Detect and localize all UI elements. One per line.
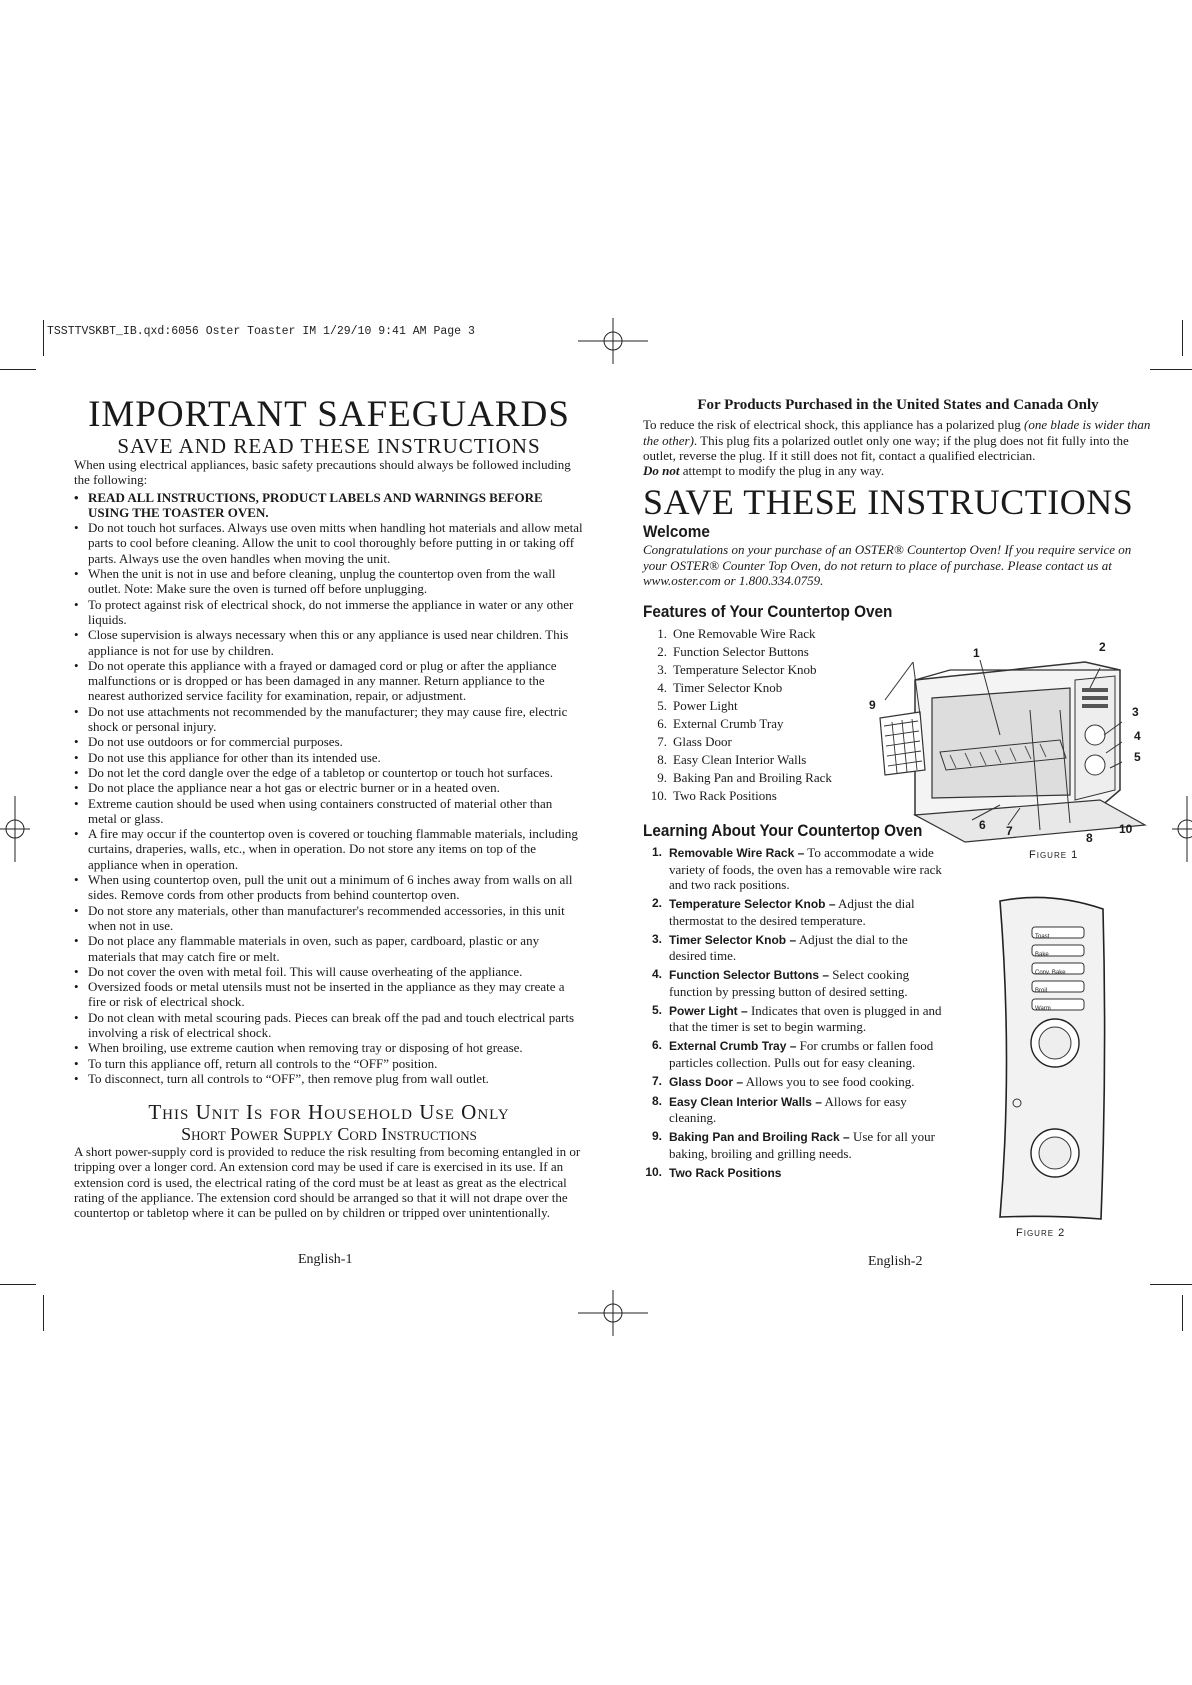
list-item: • Do not place any flammable materials in oven, such as paper, cardboard, plastic or any materials that may catch fire or melt.	[74, 933, 584, 964]
callout-label: 4	[1134, 729, 1141, 743]
cord-text: A short power-supply cord is provided to reduce the risk resulting from becoming entangled in or tripping over a longer cord. An extension cord may be used if care is exercised in its use. If an extension cord is used, the electrical rating of the cord must be at least as great as the electrical rating of the appliance. The extension cord should be arranged so that it will not drape over the countertop or tabletop where it can be pulled on by children or tripped over unintentionally.	[74, 1144, 581, 1221]
panel-button-label: Warm	[1035, 1006, 1051, 1012]
page-number-left: English-1	[298, 1252, 353, 1267]
features-heading: Features of Your Countertop Oven	[643, 602, 893, 622]
polarized-plug-text	[643, 417, 1153, 478]
callout-label: 1	[973, 646, 980, 660]
intro-text: When using electrical appliances, basic safety precautions should always be followed including the following:	[74, 457, 571, 488]
oven-illustration	[870, 640, 1150, 845]
callout-label: 9	[869, 698, 876, 712]
page-number-right: English-2	[868, 1254, 923, 1269]
panel-button-label: Conv. Bake	[1035, 970, 1066, 976]
safeguards-list	[74, 490, 584, 1087]
features-list	[643, 625, 853, 805]
list-item: • To protect against risk of electrical shock, do not immerse the appliance in water or any other liquids.	[74, 597, 584, 628]
list-item: 5. Power Light	[657, 698, 738, 714]
list-item: • When broiling, use extreme caution when removing tray or disposing of hot grease.	[74, 1040, 584, 1055]
list-item: 2. Temperature Selector Knob – Adjust the dial thermostat to the desired temperature.	[651, 896, 915, 928]
panel-button-labels	[1035, 928, 1066, 1018]
plug-text-b: (one blade is wider than the other)	[643, 417, 1151, 448]
callout-label: 5	[1134, 750, 1141, 764]
callout-label: 8	[1086, 831, 1093, 845]
page-subtitle: SAVE AND READ THESE INSTRUCTIONS	[117, 434, 541, 458]
list-item: • To turn this appliance off, return all controls to the “OFF” position.	[74, 1056, 584, 1071]
registration-mark	[578, 1290, 648, 1336]
list-item: • Extreme caution should be used when using containers constructed of material other than metal or glass.	[74, 796, 584, 827]
welcome-text: Congratulations on your purchase of an OSTER® Countertop Oven! If you require service on your OSTER® Counter Top Oven, do not return to place of purchase. Please contact us at www.oster.com or 1.800.334.0759.	[643, 542, 1132, 589]
callout-label: 7	[1006, 824, 1013, 838]
list-item: • Do not cover the oven with metal foil. This will cause overheating of the appliance.	[74, 964, 584, 979]
panel-button-label: Broil	[1035, 988, 1048, 994]
callout-label: 10	[1119, 822, 1133, 836]
crop-mark	[1182, 1295, 1183, 1331]
list-item: 4. Function Selector Buttons – Select cooking function by pressing button of desired setting.	[651, 967, 910, 999]
list-item: 10. Two Rack Positions	[645, 1164, 782, 1180]
list-item: 7. Glass Door	[657, 734, 732, 750]
crop-mark	[1150, 1284, 1192, 1285]
plug-text-a: To reduce the risk of electrical shock, this appliance has a polarized plug	[643, 417, 1024, 433]
list-item: 7. Glass Door – Allows you to see food cooking.	[651, 1073, 915, 1089]
list-item: 1. One Removable Wire Rack	[657, 626, 816, 642]
crop-mark	[1182, 320, 1183, 356]
panel-button-label: Bake	[1035, 952, 1049, 958]
list-item: • Do not place the appliance near a hot gas or electric burner or in a heated oven.	[74, 780, 584, 795]
welcome-heading: Welcome	[643, 522, 710, 542]
list-item: • When the unit is not in use and before cleaning, unplug the countertop oven from the wall outlet. Note: Make sure the oven is turned off before unplugging.	[74, 566, 584, 597]
figure-2-caption: Figure 2	[1016, 1227, 1066, 1239]
left-page	[74, 395, 584, 1221]
crop-mark	[43, 1295, 44, 1331]
list-item: 2. Function Selector Buttons	[657, 644, 809, 660]
registration-mark	[578, 318, 648, 364]
list-item: 10. Two Rack Positions	[650, 788, 777, 804]
us-canada-heading: For Products Purchased in the United States and Canada Only	[697, 397, 1099, 413]
list-item: • Do not store any materials, other than manufacturer's recommended accessories, in this unit when not in use.	[74, 903, 584, 934]
registration-mark	[0, 796, 30, 862]
list-item: 8. Easy Clean Interior Walls – Allows for easy cleaning.	[651, 1093, 907, 1126]
list-item: • When using countertop oven, pull the unit out a minimum of 6 inches away from walls on all sides. Remove cords from other products from behind countertop oven.	[74, 872, 584, 903]
list-item: 6. External Crumb Tray – For crumbs or fallen food particles collection. Pulls out for easy cleaning.	[651, 1038, 934, 1070]
list-item: • Close supervision is always necessary when this or any appliance is used near children. This appliance is not for use by children.	[74, 627, 584, 658]
registration-mark	[1172, 796, 1192, 862]
list-item: 6. External Crumb Tray	[657, 716, 784, 732]
callout-label: 2	[1099, 640, 1106, 654]
list-item: 1. Removable Wire Rack – To accommodate a wide variety of foods, the oven has a removable wire rack and two rack positions.	[651, 845, 942, 893]
plug-text-d: attempt to modify the plug in any way.	[679, 463, 885, 479]
list-item: • Do not let the cord dangle over the edge of a tabletop or countertop or touch hot surfaces.	[74, 765, 584, 780]
list-item: • Oversized foods or metal utensils must not be inserted in the appliance as they may create a fire or risk of electrical shock.	[74, 979, 584, 1010]
list-item: • Do not touch hot surfaces. Always use oven mitts when handling hot materials and allow metal parts to cool before cleaning. Allow the unit to cool thoroughly before putting in or taking off parts. Always use the oven handles when moving the unit.	[74, 520, 584, 566]
plug-text-c: . This plug fits a polarized outlet only one way; if the plug does not fit fully into the outlet, reverse the plug. If it still does not fit, contact a qualified electrician.	[643, 432, 1129, 463]
list-item: • Do not operate this appliance with a frayed or damaged cord or plug or after the appliance malfunctions or is dropped or has been damaged in any manner. Return appliance to the nearest authorized service facility for examination, repair, or adjustment.	[74, 658, 584, 704]
list-item: 8. Easy Clean Interior Walls	[657, 752, 807, 768]
list-item: • A fire may occur if the countertop oven is covered or touching flammable materials, including curtains, draperies, walls, etc., when in operation. Do not store any items on top of the appliance when in operation.	[74, 826, 584, 872]
list-item: • To disconnect, turn all controls to “OFF”, then remove plug from wall outlet.	[74, 1071, 584, 1086]
callout-label: 6	[979, 818, 986, 832]
page-title: IMPORTANT SAFEGUARDS	[88, 394, 570, 435]
list-item: 4. Timer Selector Knob	[657, 680, 783, 696]
list-item: • Do not use outdoors or for commercial purposes.	[74, 734, 584, 749]
cord-heading: Short Power Supply Cord Instructions	[181, 1124, 477, 1145]
list-item: • Do not use attachments not recommended by the manufacturer; they may cause fire, electric shock or personal injury.	[74, 704, 584, 735]
list-item: 9. Baking Pan and Broiling Rack – Use for all your baking, broiling and grilling needs.	[651, 1129, 935, 1161]
file-slug: TSSTTVSKBT_IB.qxd:6056 Oster Toaster IM 1/29/10 9:41 AM Page 3	[47, 325, 475, 338]
list-item: 3. Temperature Selector Knob	[657, 662, 817, 678]
learning-heading: Learning About Your Countertop Oven	[643, 821, 923, 841]
list-item: • READ ALL INSTRUCTIONS, PRODUCT LABELS AND WARNINGS BEFORE USING THE TOASTER OVEN.	[74, 490, 584, 521]
crop-mark	[0, 1284, 36, 1285]
list-item: 9. Baking Pan and Broiling Rack	[657, 770, 832, 786]
figure-1-caption: Figure 1	[1029, 849, 1079, 861]
panel-button-label: Toast	[1035, 934, 1050, 940]
list-item: 5. Power Light – Indicates that oven is plugged in and that the timer is set to begin warming.	[651, 1002, 942, 1035]
crop-mark	[43, 320, 44, 356]
crop-mark	[1150, 369, 1192, 370]
save-instructions-title: SAVE THESE INSTRUCTIONS	[643, 482, 1134, 523]
crop-mark	[0, 369, 36, 370]
household-heading: This Unit Is for Household Use Only	[148, 1100, 510, 1125]
callout-label: 3	[1132, 705, 1139, 719]
list-item: • Do not use this appliance for other than its intended use.	[74, 750, 584, 765]
learning-list	[643, 845, 943, 1181]
list-item: • Do not clean with metal scouring pads. Pieces can break off the pad and touch electrical parts involving a risk of electrical shock.	[74, 1010, 584, 1041]
do-not-label: Do not	[643, 463, 680, 479]
list-item: 3. Timer Selector Knob – Adjust the dial to the desired time.	[651, 931, 908, 964]
